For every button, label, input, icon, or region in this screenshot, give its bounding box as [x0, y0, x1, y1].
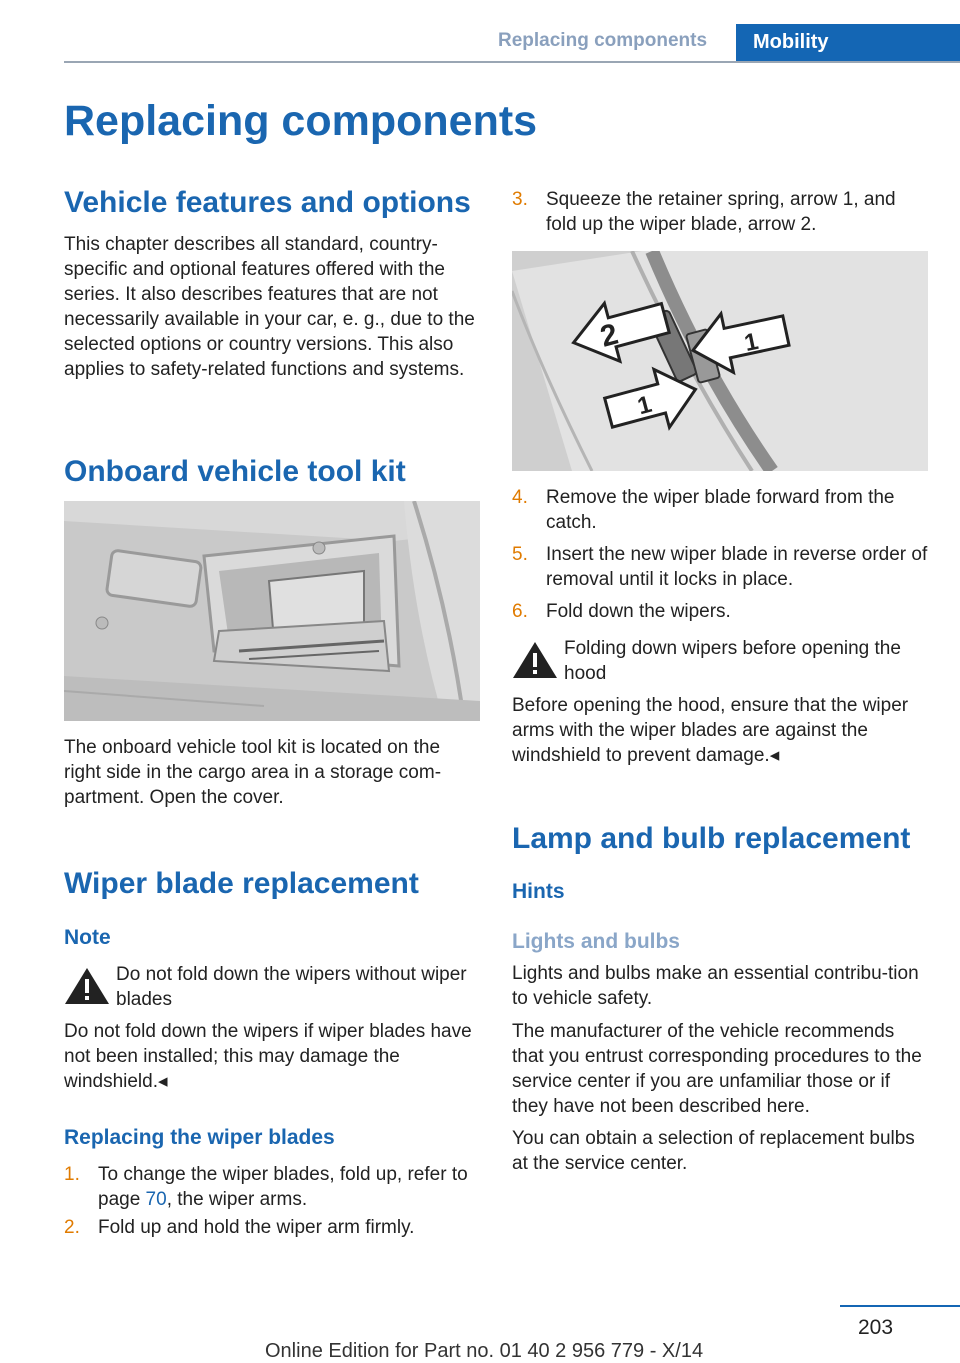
- step-text: Remove the wiper blade forward from the catch.: [546, 487, 895, 533]
- tool-kit-heading: Onboard vehicle tool kit: [64, 455, 406, 488]
- vehicle-features-heading: Vehicle features and options: [64, 186, 471, 219]
- note-heading: Note: [64, 926, 111, 949]
- warning-title: Do not fold down the wipers without wiper blades: [116, 964, 467, 1010]
- step-4: [512, 485, 928, 535]
- step-5: [512, 542, 928, 592]
- step-number: 6.: [512, 601, 528, 622]
- lights-heading: Lights and bulbs: [512, 930, 680, 953]
- warning-text: Do not fold down the wipers if wiper blades have not been installed; this may damage the windshield.◂: [64, 1021, 472, 1092]
- step-number: 5.: [512, 544, 528, 565]
- lights-text-3: You can obtain a selection of replacement bulbs at the service center.: [512, 1128, 915, 1174]
- warning-icon: [512, 640, 558, 680]
- step-number: 1.: [64, 1164, 80, 1185]
- wiper-warning: [64, 962, 480, 1012]
- step-text: Insert the new wiper blade in reverse order of removal until it locks in place.: [546, 544, 928, 590]
- page-link[interactable]: 70: [145, 1189, 167, 1210]
- wiper-heading: Wiper blade replacement: [64, 867, 419, 900]
- hints-heading: Hints: [512, 880, 565, 903]
- warning-title: Folding down wipers before opening the hood: [564, 638, 901, 684]
- step-text: Fold down the wipers.: [546, 601, 731, 622]
- header-divider: [64, 61, 960, 63]
- header-chapter-label: Mobility: [753, 31, 829, 53]
- arrow-2-label: 2: [596, 317, 622, 354]
- tool-kit-text: The onboard vehicle tool kit is located on the right side in the cargo area in a storage com-partment. Open the cover.: [64, 737, 442, 808]
- header-chapter-tab[interactable]: [736, 24, 960, 62]
- step-text: To change the wiper blades, fold up, refer to page 70, the wiper arms.: [98, 1164, 468, 1210]
- wiper-image: [512, 251, 928, 471]
- step-text: Fold up and hold the wiper arm firmly.: [98, 1217, 415, 1238]
- step-text: Squeeze the retainer spring, arrow 1, and fold up the wiper blade, arrow 2.: [546, 189, 896, 235]
- footer-edition: Online Edition for Part no. 01 40 2 956 779 - X/14: [265, 1340, 704, 1362]
- hood-warning: [512, 636, 928, 686]
- step-6: [512, 599, 928, 624]
- lamp-heading: Lamp and bulb replacement: [512, 822, 911, 855]
- warning-text: Before opening the hood, ensure that the wiper arms with the wiper blades are against the windshield to prevent damage.◂: [512, 695, 909, 766]
- step-number: 3.: [512, 189, 528, 210]
- page-number: 203: [858, 1316, 894, 1339]
- step-number: 2.: [64, 1217, 80, 1238]
- step-2: [64, 1215, 480, 1240]
- step-1: [64, 1162, 480, 1212]
- vehicle-features-text: This chapter describes all standard, country-specific and optional features offered with the series. It also describes features that are not necessarily available in your car, e. g., due to the selected options or country versions. This also applies to safety-related functions and systems.: [64, 234, 475, 380]
- warning-icon: [64, 966, 110, 1006]
- step-number: 4.: [512, 487, 528, 508]
- step-3: [512, 187, 928, 237]
- lights-text-2: The manufacturer of the vehicle recommends that you entrust corresponding procedures to the service center if you are unfamiliar those or if they have not been described here.: [512, 1021, 922, 1117]
- tool-kit-image: [64, 501, 480, 721]
- header-section-title: Replacing components: [498, 30, 708, 51]
- lights-text-1: Lights and bulbs make an essential contribu-tion to vehicle safety.: [512, 963, 919, 1009]
- arrow-1-label: 1: [741, 327, 761, 358]
- footer-divider: [840, 1305, 960, 1307]
- page-title: Replacing components: [64, 97, 538, 145]
- arrow-1b-label: 1: [634, 390, 655, 421]
- replacing-wiper-heading: Replacing the wiper blades: [64, 1126, 335, 1149]
